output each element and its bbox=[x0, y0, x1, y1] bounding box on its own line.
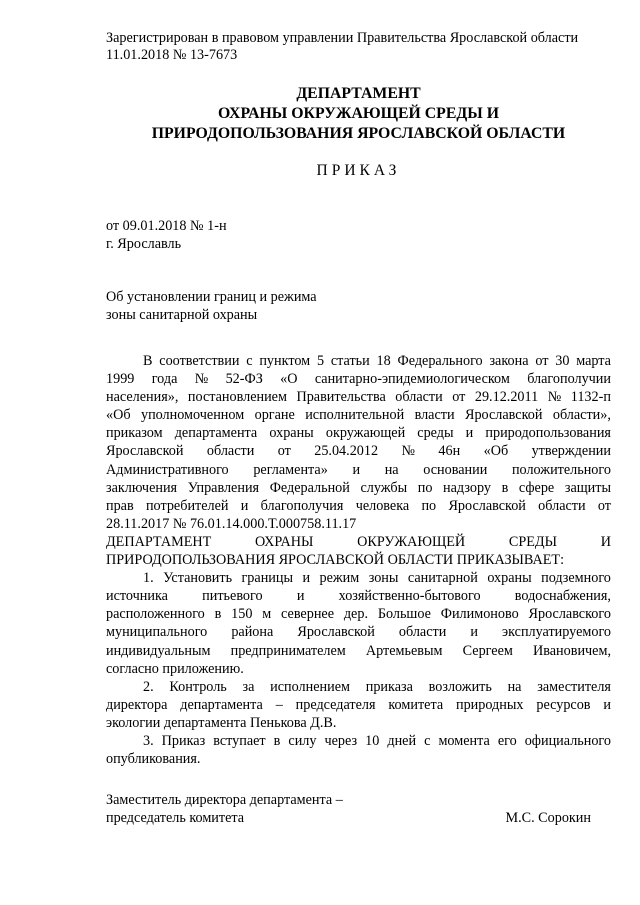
word: статьи bbox=[330, 353, 370, 369]
word: вступает bbox=[213, 732, 266, 749]
word: № bbox=[194, 371, 209, 388]
word: 1. bbox=[143, 570, 154, 587]
word: 18 bbox=[376, 353, 391, 369]
word: его bbox=[497, 732, 517, 749]
document-meta bbox=[106, 218, 227, 253]
word: соответствии bbox=[159, 353, 240, 369]
word: в bbox=[501, 479, 509, 496]
word: от bbox=[452, 389, 466, 406]
word: директора bbox=[106, 696, 168, 713]
body-line bbox=[106, 569, 611, 587]
body-line bbox=[106, 660, 611, 678]
word: дней bbox=[387, 732, 417, 749]
word: источника bbox=[106, 588, 168, 605]
word: 2. bbox=[143, 678, 154, 695]
word: ресурсов bbox=[536, 696, 591, 713]
line-text: 28.11.2017 № 76.01.14.000.Т.000758.11.17 bbox=[106, 515, 357, 532]
word: Административного bbox=[106, 461, 229, 478]
word: и bbox=[465, 425, 474, 442]
word: департамента bbox=[174, 425, 258, 442]
word: 1132-п bbox=[570, 389, 611, 406]
word: Федеральной bbox=[269, 479, 350, 496]
word: ДЕПАРТАМЕНТ bbox=[106, 533, 212, 550]
word: с bbox=[246, 353, 253, 369]
word: границы bbox=[241, 570, 294, 587]
subject-line: Об установлении границ и режима bbox=[106, 289, 317, 305]
body-line bbox=[106, 714, 611, 732]
word: прав bbox=[106, 497, 134, 514]
word: Большое bbox=[377, 606, 431, 623]
word: Федерального bbox=[397, 353, 483, 369]
word: охраны bbox=[269, 425, 314, 442]
word: на bbox=[507, 678, 522, 695]
word: Ярославского bbox=[528, 606, 611, 623]
word: закона bbox=[489, 353, 529, 369]
word: благополучия bbox=[260, 497, 344, 514]
body-line bbox=[106, 551, 611, 569]
word: в bbox=[273, 732, 281, 749]
department-header bbox=[106, 84, 611, 144]
word: Правительства bbox=[296, 389, 386, 406]
word: марта bbox=[576, 353, 611, 369]
word: органе bbox=[254, 407, 295, 424]
word: Контроль bbox=[169, 678, 227, 695]
body-line bbox=[106, 533, 611, 551]
word: приказом bbox=[106, 425, 163, 442]
word: Ярославской bbox=[106, 443, 184, 460]
word: района bbox=[231, 624, 274, 641]
signatory-name: М.С. Сорокин bbox=[505, 810, 591, 826]
word: и bbox=[302, 570, 311, 587]
word: 150 bbox=[231, 606, 253, 623]
word: природопользования bbox=[485, 425, 611, 442]
word: водоснабжения, bbox=[514, 588, 611, 605]
subject-line: зоны санитарной охраны bbox=[106, 306, 258, 323]
word: области bbox=[395, 389, 443, 406]
body-line bbox=[106, 442, 611, 460]
line-text: согласно приложению. bbox=[106, 660, 244, 677]
document-subject bbox=[106, 289, 317, 324]
word: питьевого bbox=[202, 588, 263, 605]
word: от bbox=[277, 443, 291, 460]
word: регламента» bbox=[253, 461, 328, 478]
word: на bbox=[384, 461, 399, 478]
body-line bbox=[106, 424, 611, 442]
word: и bbox=[352, 461, 361, 478]
word: 1999 bbox=[106, 371, 135, 388]
line-text: опубликования. bbox=[106, 751, 201, 768]
word: ОХРАНЫ bbox=[255, 533, 314, 550]
word: «Об bbox=[106, 407, 131, 424]
body-line bbox=[106, 497, 611, 515]
signatory-title: председатель комитета bbox=[106, 810, 245, 826]
word: санитарной bbox=[407, 570, 478, 587]
header-line: ПРИРОДОПОЛЬЗОВАНИЯ ЯРОСЛАВСКОЙ ОБЛАСТИ bbox=[151, 125, 566, 142]
body-line bbox=[106, 605, 611, 623]
word: населения», bbox=[106, 389, 179, 406]
word: 30 bbox=[555, 353, 570, 369]
word: природных bbox=[456, 696, 524, 713]
signature-block bbox=[106, 791, 611, 827]
word: окружающей bbox=[325, 425, 406, 442]
word: режим bbox=[319, 570, 360, 587]
word: В bbox=[143, 353, 153, 369]
word: заключения bbox=[106, 479, 178, 496]
document-body bbox=[106, 352, 611, 768]
word: 10 bbox=[365, 732, 380, 749]
signatory-title: Заместитель директора департамента – bbox=[106, 792, 343, 808]
body-line bbox=[106, 623, 611, 641]
line-text: ПРИРОДОПОЛЬЗОВАНИЯ ЯРОСЛАВСКОЙ ОБЛАСТИ ПРИКАЗЫВАЕТ: bbox=[106, 552, 565, 569]
word: Приказ bbox=[161, 732, 206, 749]
word: и bbox=[296, 588, 305, 605]
word: силу bbox=[288, 732, 317, 749]
body-line bbox=[106, 696, 611, 714]
body-line bbox=[106, 678, 611, 696]
word: ОКРУЖАЮЩЕЙ bbox=[357, 533, 466, 550]
word: Ярославской bbox=[464, 407, 543, 424]
word: СРЕДЫ bbox=[508, 533, 557, 550]
word: по bbox=[421, 497, 437, 514]
word: Сергеем bbox=[462, 642, 513, 659]
body-line bbox=[106, 732, 611, 750]
word: санитарно-эпидемиологическом bbox=[314, 371, 510, 388]
word: области bbox=[398, 624, 447, 641]
word: дер. bbox=[343, 606, 368, 623]
word: – bbox=[275, 696, 283, 713]
word: основании bbox=[423, 461, 488, 478]
word: индивидуальным bbox=[106, 642, 211, 659]
word: возложить bbox=[428, 678, 492, 695]
word: Управления bbox=[187, 479, 260, 496]
word: исполнительной bbox=[305, 407, 405, 424]
date-number: от 09.01.2018 № 1-н bbox=[106, 218, 227, 234]
word: благополучии bbox=[527, 371, 611, 388]
body-line bbox=[106, 406, 611, 424]
document-type: ПРИКАЗ bbox=[316, 162, 401, 179]
word: защиты bbox=[564, 479, 611, 496]
body-line bbox=[106, 461, 611, 479]
registration-line: Зарегистрирован в правовом управлении Правительства Ярославской области bbox=[106, 30, 579, 46]
word: приказа bbox=[365, 678, 413, 695]
word: и bbox=[470, 624, 478, 641]
city: г. Ярославль bbox=[106, 235, 182, 252]
body-line bbox=[106, 370, 611, 388]
word: среды bbox=[417, 425, 454, 442]
word: эксплуатируемого bbox=[502, 624, 611, 641]
word: и bbox=[603, 696, 611, 713]
word: № bbox=[401, 443, 416, 460]
word: № bbox=[547, 389, 562, 406]
header-line: ОХРАНЫ ОКРУЖАЮЩЕЙ СРЕДЫ И bbox=[218, 105, 499, 122]
word: И bbox=[600, 533, 611, 550]
signature-row bbox=[106, 809, 611, 827]
body-line bbox=[106, 352, 611, 370]
word: в bbox=[214, 606, 222, 623]
word: с bbox=[424, 732, 431, 749]
word: охраны bbox=[487, 570, 532, 587]
body-line bbox=[106, 750, 611, 768]
word: и bbox=[240, 497, 249, 514]
word: «Об bbox=[483, 443, 509, 460]
word: за bbox=[242, 678, 255, 695]
word: утверждении bbox=[531, 443, 611, 460]
word: заместителя bbox=[537, 678, 611, 695]
word: через bbox=[324, 732, 358, 749]
body-line bbox=[106, 388, 611, 406]
word: уполномоченном bbox=[140, 407, 245, 424]
word: 29.12.2011 bbox=[474, 389, 539, 406]
word: пунктом bbox=[259, 353, 311, 369]
word: человека bbox=[355, 497, 410, 514]
word: 3. bbox=[143, 732, 154, 749]
word: м bbox=[262, 606, 272, 623]
word: Установить bbox=[163, 570, 233, 587]
registration-line: 11.01.2018 № 13-7673 bbox=[106, 46, 238, 63]
word: подземного bbox=[541, 570, 611, 587]
line-text: экологии департамента Пенькова Д.В. bbox=[106, 714, 337, 731]
word: «О bbox=[280, 371, 298, 388]
word: области bbox=[538, 497, 586, 514]
word: 46н bbox=[438, 443, 461, 460]
word: сфере bbox=[518, 479, 555, 496]
word: хозяйственно-бытового bbox=[338, 588, 481, 605]
word: года bbox=[151, 371, 178, 388]
word: власти bbox=[414, 407, 455, 424]
word: исполнением bbox=[270, 678, 350, 695]
word: 5 bbox=[316, 353, 325, 369]
body-line bbox=[106, 642, 611, 660]
word: Ивановичем, bbox=[533, 642, 611, 659]
word: области bbox=[206, 443, 255, 460]
word: официального bbox=[524, 732, 611, 749]
word: Филимоново bbox=[440, 606, 519, 623]
word: зоны bbox=[368, 570, 399, 587]
word: момента bbox=[438, 732, 490, 749]
word: комитета bbox=[388, 696, 444, 713]
word: предпринимателем bbox=[230, 642, 346, 659]
word: надзору bbox=[443, 479, 491, 496]
body-line bbox=[106, 587, 611, 605]
body-line bbox=[106, 479, 611, 497]
word: департамента bbox=[180, 696, 263, 713]
word: положительного bbox=[511, 461, 611, 478]
word: потребителей bbox=[145, 497, 229, 514]
word: Ярославской bbox=[297, 624, 375, 641]
word: по bbox=[417, 479, 433, 496]
word: севернее bbox=[281, 606, 335, 623]
word: расположенного bbox=[106, 606, 205, 623]
body-line bbox=[106, 515, 611, 533]
header-line: ДЕПАРТАМЕНТ bbox=[296, 85, 421, 102]
word: постановлением bbox=[187, 389, 287, 406]
word: Артемьевым bbox=[365, 642, 443, 659]
word: Ярославской bbox=[448, 497, 526, 514]
registration-note bbox=[106, 30, 606, 63]
word: 25.04.2012 bbox=[314, 443, 379, 460]
word: от bbox=[597, 497, 611, 514]
word: области», bbox=[552, 407, 611, 424]
word: службы bbox=[360, 479, 408, 496]
word: председателя bbox=[295, 696, 376, 713]
word: муниципального bbox=[106, 624, 208, 641]
word: от bbox=[535, 353, 549, 369]
word: 52-ФЗ bbox=[225, 371, 263, 388]
